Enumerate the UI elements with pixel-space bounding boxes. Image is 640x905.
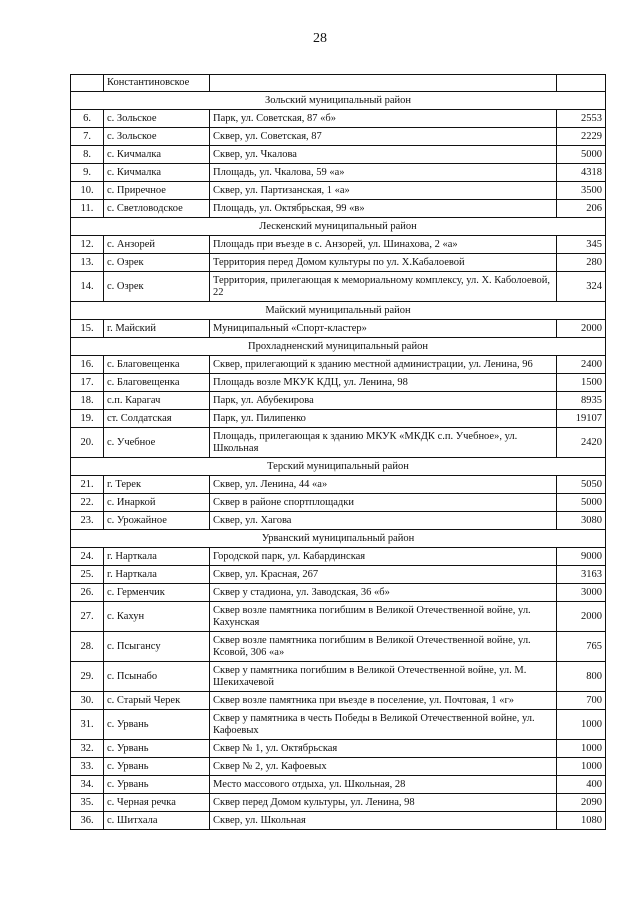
area-cell: 3500: [557, 182, 606, 200]
settlement-cell: с. Анзорей: [104, 236, 210, 254]
row-number: 33.: [71, 758, 104, 776]
row-number: 36.: [71, 812, 104, 830]
object-cell: Сквер, прилегающий к зданию местной администрации, ул. Ленина, 96: [210, 356, 557, 374]
settlement-cell: с. Старый Черек: [104, 692, 210, 710]
settlement-cell: ст. Солдатская: [104, 410, 210, 428]
table-row: [71, 602, 606, 632]
table-row: [71, 548, 606, 566]
table-row: [71, 476, 606, 494]
object-cell: Сквер у стадиона, ул. Заводская, 36 «б»: [210, 584, 557, 602]
row-number: 7.: [71, 128, 104, 146]
row-number: 12.: [71, 236, 104, 254]
area-cell: 2090: [557, 794, 606, 812]
area-cell: 19107: [557, 410, 606, 428]
object-cell: Сквер возле памятника погибшим в Великой Отечественной войне, ул. Кахунская: [210, 602, 557, 632]
area-cell: 2553: [557, 110, 606, 128]
settlement-cell: Константиновское: [104, 75, 210, 92]
table-row: [71, 374, 606, 392]
object-cell: Территория перед Домом культуры по ул. Х.Кабалоевой: [210, 254, 557, 272]
table-row: [71, 662, 606, 692]
table-row: [71, 320, 606, 338]
object-cell: Сквер возле памятника погибшим в Великой Отечественной войне, ул. Ксовой, 306 «а»: [210, 632, 557, 662]
area-cell: 280: [557, 254, 606, 272]
row-number: 23.: [71, 512, 104, 530]
table-row: [71, 494, 606, 512]
area-cell: 1000: [557, 710, 606, 740]
table-row: [71, 110, 606, 128]
object-cell: Площадь возле МКУК КДЦ, ул. Ленина, 98: [210, 374, 557, 392]
area-cell: 345: [557, 236, 606, 254]
row-number: 13.: [71, 254, 104, 272]
settlement-cell: с. Псынабо: [104, 662, 210, 692]
area-cell: 5000: [557, 146, 606, 164]
table-row: [71, 75, 606, 92]
district-name: Терский муниципальный район: [71, 458, 606, 476]
object-cell: Территория, прилегающая к мемориальному комплексу, ул. Х. Каболоевой, 22: [210, 272, 557, 302]
row-number: 19.: [71, 410, 104, 428]
table-row: [71, 410, 606, 428]
row-number: 8.: [71, 146, 104, 164]
area-cell: [557, 75, 606, 92]
row-number: 25.: [71, 566, 104, 584]
settlement-cell: г. Майский: [104, 320, 210, 338]
object-cell: Сквер у памятника погибшим в Великой Отечественной войне, ул. М. Шекихачевой: [210, 662, 557, 692]
territories-table: [70, 74, 606, 830]
settlement-cell: с. Урожайное: [104, 512, 210, 530]
district-header-row: [71, 458, 606, 476]
object-cell: Сквер в районе спортплощадки: [210, 494, 557, 512]
area-cell: 765: [557, 632, 606, 662]
object-cell: Городской парк, ул. Кабардинская: [210, 548, 557, 566]
row-number: 27.: [71, 602, 104, 632]
object-cell: [210, 75, 557, 92]
table-row: [71, 236, 606, 254]
object-cell: Сквер, ул. Школьная: [210, 812, 557, 830]
settlement-cell: с. Урвань: [104, 710, 210, 740]
district-header-row: [71, 92, 606, 110]
row-number: 30.: [71, 692, 104, 710]
object-cell: Площадь при въезде в с. Анзорей, ул. Шинахова, 2 «а»: [210, 236, 557, 254]
object-cell: Сквер, ул. Партизанская, 1 «а»: [210, 182, 557, 200]
object-cell: Сквер перед Домом культуры, ул. Ленина, 98: [210, 794, 557, 812]
object-cell: Сквер, ул. Красная, 267: [210, 566, 557, 584]
table-body: [71, 75, 606, 830]
table-row: [71, 692, 606, 710]
table-row: [71, 776, 606, 794]
district-header-row: [71, 338, 606, 356]
row-number: 22.: [71, 494, 104, 512]
area-cell: 5050: [557, 476, 606, 494]
object-cell: Место массового отдыха, ул. Школьная, 28: [210, 776, 557, 794]
table-row: [71, 428, 606, 458]
table-row: [71, 200, 606, 218]
row-number: 10.: [71, 182, 104, 200]
district-header-row: [71, 530, 606, 548]
settlement-cell: с. Зольское: [104, 110, 210, 128]
area-cell: 3163: [557, 566, 606, 584]
settlement-cell: с. Кичмалка: [104, 146, 210, 164]
row-number: 24.: [71, 548, 104, 566]
area-cell: 324: [557, 272, 606, 302]
object-cell: Муниципальный «Спорт-кластер»: [210, 320, 557, 338]
row-number: 17.: [71, 374, 104, 392]
object-cell: Сквер, ул. Чкалова: [210, 146, 557, 164]
area-cell: 1000: [557, 740, 606, 758]
row-number: 31.: [71, 710, 104, 740]
row-number: 29.: [71, 662, 104, 692]
table-row: [71, 254, 606, 272]
row-number: 26.: [71, 584, 104, 602]
object-cell: Сквер, ул. Ленина, 44 «а»: [210, 476, 557, 494]
page-number: 28: [313, 31, 327, 46]
area-cell: 700: [557, 692, 606, 710]
table-row: [71, 356, 606, 374]
table-row: [71, 794, 606, 812]
row-number: 15.: [71, 320, 104, 338]
table-row: [71, 812, 606, 830]
settlement-cell: с. Герменчик: [104, 584, 210, 602]
settlement-cell: г. Нарткала: [104, 566, 210, 584]
district-name: Урванский муниципальный район: [71, 530, 606, 548]
object-cell: Парк, ул. Пилипенко: [210, 410, 557, 428]
row-number: 18.: [71, 392, 104, 410]
row-number: 9.: [71, 164, 104, 182]
settlement-cell: с. Кахун: [104, 602, 210, 632]
area-cell: 2420: [557, 428, 606, 458]
area-cell: 8935: [557, 392, 606, 410]
row-number: 32.: [71, 740, 104, 758]
object-cell: Сквер возле памятника при въезде в поселение, ул. Почтовая, 1 «г»: [210, 692, 557, 710]
object-cell: Сквер, ул. Советская, 87: [210, 128, 557, 146]
table-row: [71, 758, 606, 776]
table-row: [71, 710, 606, 740]
object-cell: Сквер у памятника в честь Победы в Великой Отечественной войне, ул. Кафоевых: [210, 710, 557, 740]
settlement-cell: с. Урвань: [104, 740, 210, 758]
area-cell: 4318: [557, 164, 606, 182]
table-row: [71, 632, 606, 662]
area-cell: 5000: [557, 494, 606, 512]
area-cell: 2400: [557, 356, 606, 374]
table-row: [71, 272, 606, 302]
area-cell: 1500: [557, 374, 606, 392]
table-row: [71, 740, 606, 758]
district-name: Прохладненский муниципальный район: [71, 338, 606, 356]
settlement-cell: с. Инаркой: [104, 494, 210, 512]
district-header-row: [71, 302, 606, 320]
area-cell: 9000: [557, 548, 606, 566]
settlement-cell: с.п. Карагач: [104, 392, 210, 410]
row-number: 34.: [71, 776, 104, 794]
area-cell: 1080: [557, 812, 606, 830]
area-cell: 2229: [557, 128, 606, 146]
settlement-cell: с. Кичмалка: [104, 164, 210, 182]
row-number: 28.: [71, 632, 104, 662]
settlement-cell: г. Нарткала: [104, 548, 210, 566]
object-cell: Парк, ул. Абубекирова: [210, 392, 557, 410]
object-cell: Сквер № 2, ул. Кафоевых: [210, 758, 557, 776]
table-row: [71, 392, 606, 410]
area-cell: 2000: [557, 602, 606, 632]
area-cell: 206: [557, 200, 606, 218]
settlement-cell: с. Псыгансу: [104, 632, 210, 662]
settlement-cell: с. Озрек: [104, 272, 210, 302]
row-number: 14.: [71, 272, 104, 302]
settlement-cell: с. Черная речка: [104, 794, 210, 812]
settlement-cell: с. Урвань: [104, 758, 210, 776]
object-cell: Площадь, прилегающая к зданию МКУК «МКДК с.п. Учебное», ул. Школьная: [210, 428, 557, 458]
table-row: [71, 164, 606, 182]
area-cell: 2000: [557, 320, 606, 338]
object-cell: Парк, ул. Советская, 87 «б»: [210, 110, 557, 128]
row-number: 20.: [71, 428, 104, 458]
area-cell: 3000: [557, 584, 606, 602]
settlement-cell: с. Озрек: [104, 254, 210, 272]
object-cell: Площадь, ул. Чкалова, 59 «а»: [210, 164, 557, 182]
table-row: [71, 584, 606, 602]
settlement-cell: с. Приречное: [104, 182, 210, 200]
settlement-cell: с. Благовещенка: [104, 374, 210, 392]
row-number: [71, 75, 104, 92]
table-row: [71, 182, 606, 200]
settlement-cell: с. Светловодское: [104, 200, 210, 218]
settlement-cell: с. Урвань: [104, 776, 210, 794]
district-header-row: [71, 218, 606, 236]
table-row: [71, 128, 606, 146]
district-name: Зольский муниципальный район: [71, 92, 606, 110]
area-cell: 3080: [557, 512, 606, 530]
row-number: 11.: [71, 200, 104, 218]
object-cell: Сквер № 1, ул. Октябрьская: [210, 740, 557, 758]
settlement-cell: с. Благовещенка: [104, 356, 210, 374]
settlement-cell: с. Зольское: [104, 128, 210, 146]
table-row: [71, 512, 606, 530]
row-number: 16.: [71, 356, 104, 374]
table-row: [71, 566, 606, 584]
object-cell: Площадь, ул. Октябрьская, 99 «в»: [210, 200, 557, 218]
settlement-cell: с. Шитхала: [104, 812, 210, 830]
area-cell: 800: [557, 662, 606, 692]
row-number: 35.: [71, 794, 104, 812]
area-cell: 1000: [557, 758, 606, 776]
object-cell: Сквер, ул. Хагова: [210, 512, 557, 530]
row-number: 21.: [71, 476, 104, 494]
district-name: Майский муниципальный район: [71, 302, 606, 320]
area-cell: 400: [557, 776, 606, 794]
settlement-cell: г. Терек: [104, 476, 210, 494]
settlement-cell: с. Учебное: [104, 428, 210, 458]
district-name: Лескенский муниципальный район: [71, 218, 606, 236]
row-number: 6.: [71, 110, 104, 128]
table-row: [71, 146, 606, 164]
